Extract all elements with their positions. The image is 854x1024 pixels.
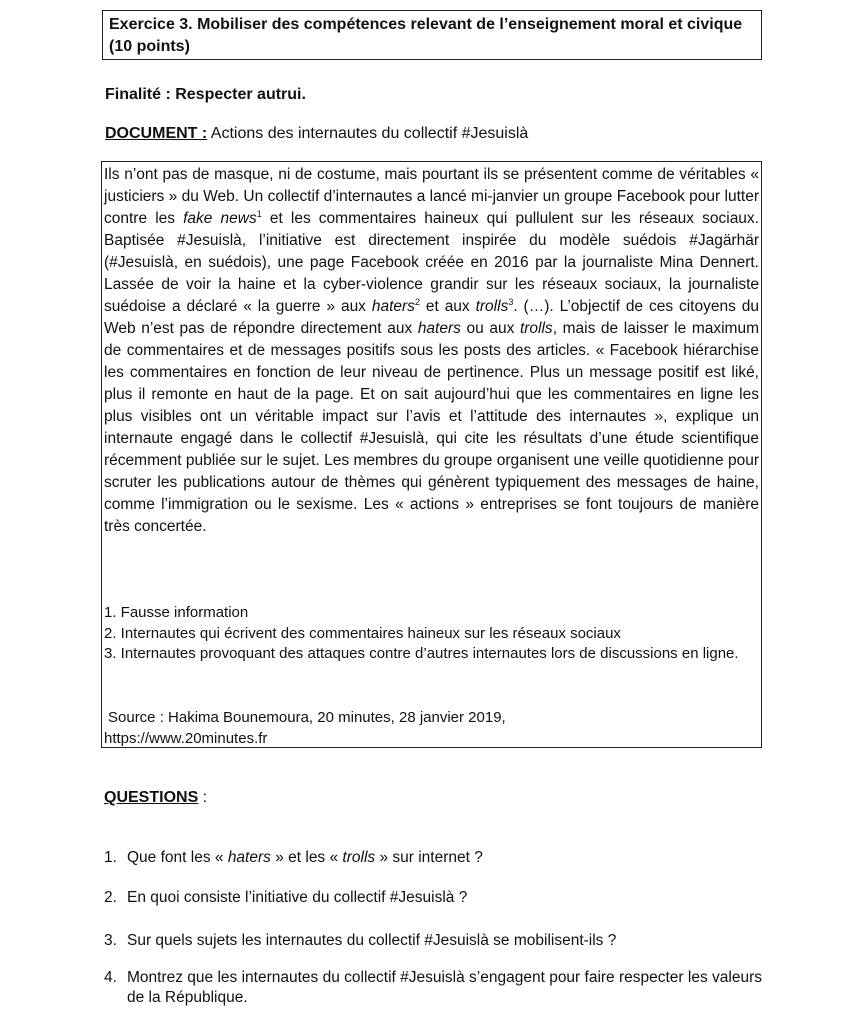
questions-colon: : — [198, 789, 208, 806]
text-segment: et aux — [419, 298, 476, 315]
document-box — [101, 161, 762, 748]
question-italic: haters — [227, 849, 271, 866]
document-title: Actions des internautes du collectif #Jesuislà — [210, 125, 529, 142]
finalite: Finalité : Respecter autrui. — [105, 86, 306, 103]
question-text-part: » sur internet ? — [375, 849, 483, 866]
question-italic: trolls — [342, 849, 376, 866]
exercise-title: Exercice 3. Mobiliser des compétences relevant de l’enseignement moral et civique (10 points) — [109, 16, 743, 55]
document-label: DOCUMENT : — [105, 125, 208, 142]
exercise-header — [102, 10, 762, 60]
text-segment: Ils n’ont pas de masque, ni de costume, mais pourtant ils se présentent comme de véritables « justiciers » du Web. Un collectif d’internautes a lancé mi-janvier un groupe Facebook pour lutter contre les — [104, 166, 759, 227]
question-text: En quoi consiste l’initiative du collectif #Jesuislà ? — [127, 889, 468, 906]
question-text: Montrez que les internautes du collectif #Jesuislà s’engagent pour faire respecter les valeurs de la République. — [127, 969, 762, 1006]
questions-heading — [104, 789, 207, 807]
source-url: https://www.20minutes.fr — [104, 729, 268, 747]
footnote-ref: 2 — [414, 296, 420, 307]
source-citation: Source : Hakima Bounemoura, 20 minutes, 28 janvier 2019, — [108, 709, 506, 726]
questions-label: QUESTIONS — [104, 789, 199, 806]
footnote: 1. Fausse information — [104, 604, 249, 621]
footnote: 3. Internautes provoquant des attaques contre d’autres internautes lors de discussions en ligne. — [104, 645, 739, 662]
question-text — [127, 848, 764, 868]
document-heading — [105, 125, 528, 143]
text-italic: trolls — [519, 320, 553, 337]
text-italic: trolls — [475, 298, 509, 315]
question-number: 4. — [104, 969, 117, 986]
document-text — [104, 164, 759, 538]
footnote-ref: 1 — [256, 208, 262, 219]
question-number: 3. — [104, 932, 117, 949]
text-segment: . (…). L’objectif de ces citoyens du Web n’est pas de répondre directement aux — [104, 298, 759, 337]
text-italic: haters — [371, 298, 415, 315]
footnote-ref: 3 — [508, 296, 514, 307]
source — [104, 708, 759, 749]
question-text: Sur quels sujets les internautes du collectif #Jesuislà se mobilisent-ils ? — [127, 932, 617, 949]
footnotes — [104, 603, 759, 665]
footnote: 2. Internautes qui écrivent des commentaires haineux sur les réseaux sociaux — [104, 624, 621, 642]
text-italic: fake news — [183, 210, 257, 227]
text-italic: haters — [417, 320, 461, 337]
question-number: 1. — [104, 849, 117, 866]
question-text-part: Que font les « — [127, 849, 228, 866]
text-segment: et les commentaires haineux qui pullulent sur les réseaux sociaux. Baptisée #Jesuislà, l’initiative est directement inspirée du modèle suédois #Jagärhär (#Jesuislà, en suédois), une page Facebook créée en 2016 par la journaliste Mina Dennert. Lassée de voir la haine et la cyber-violence grandir sur les réseaux sociaux, la journaliste suédoise a déclaré « la guerre » aux — [104, 210, 759, 315]
text-segment: , mais de laisser le maximum de commentaires et de messages positifs sous les posts des articles. « Facebook hiérarchise les commentaires en fonction de leur niveau de pertinence. Plus un message positif est liké, plus il remonte en haut de la page. Et on sait aujourd’hui que les commentaires en ligne les plus visibles ont un véritable impact sur l’avis et l’attitude des internautes », explique un internaute engagé dans le collectif #Jesuislà, qui cite les résultats d’une étude scientifique récemment publiée sur le sujet. Les membres du groupe organisent une veille quotidienne pour scruter les publications autour de thèmes qui génèrent typiquement des messages de haine, comme l’immigration ou le sexisme. Les « actions » entreprises se font toujours de manière très concertée. — [104, 320, 759, 535]
question-text-part: » et les « — [270, 849, 343, 866]
question-number: 2. — [104, 889, 117, 906]
text-segment: ou aux — [460, 320, 520, 337]
